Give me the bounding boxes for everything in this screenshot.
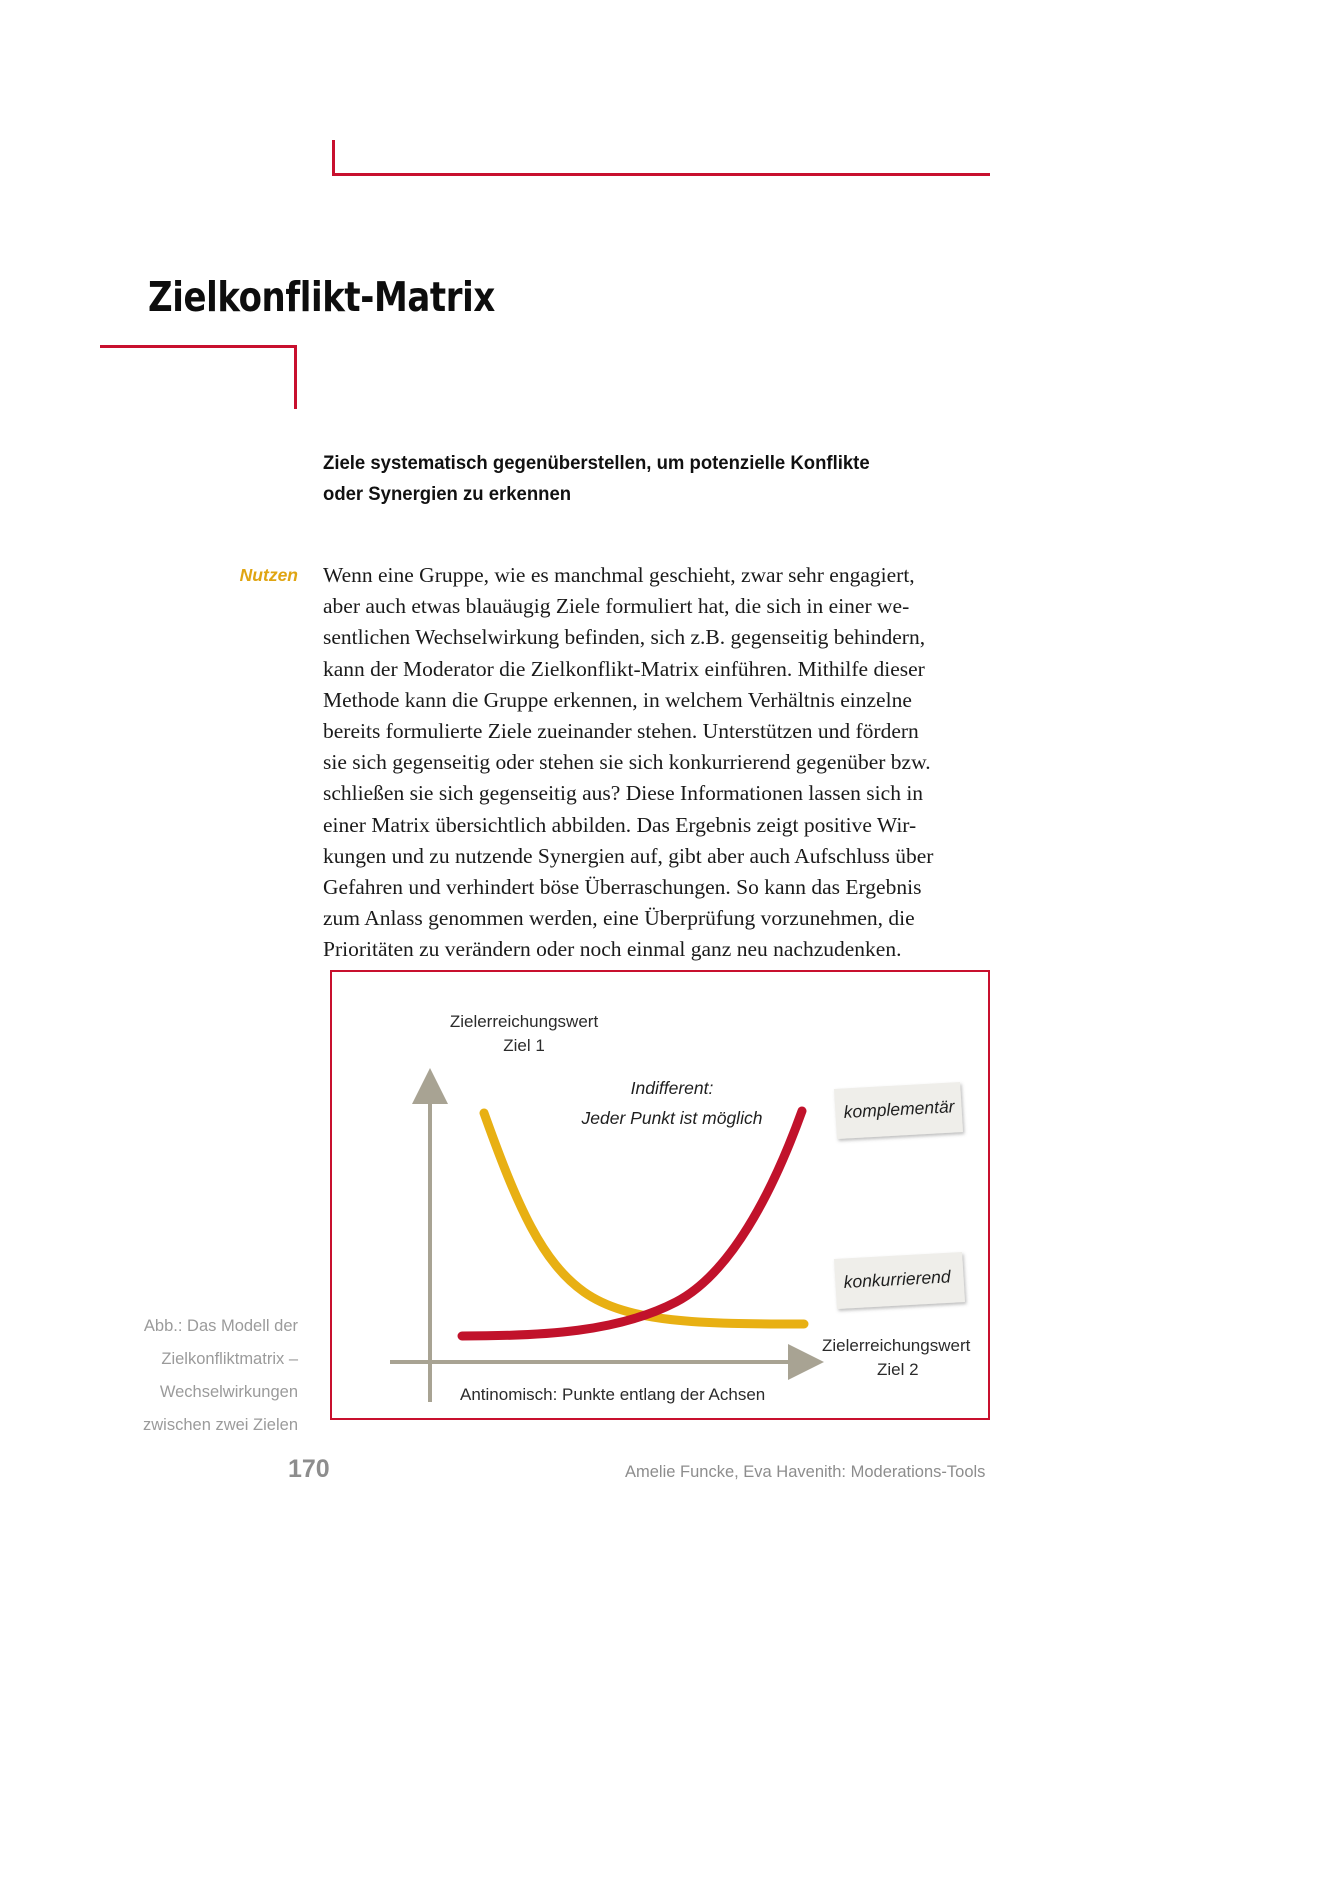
body-line: kungen und zu nutzende Synergien auf, gibt aber auch Aufschluss über <box>323 843 934 868</box>
y-axis-label-line-1: Zielerreichungswert <box>449 1012 599 1031</box>
body-line: zum Anlass genommen werden, eine Überprüfung vorzunehmen, die <box>323 906 915 931</box>
y-axis-label-line-2: Ziel 1 <box>503 1036 545 1055</box>
body-line: Methode kann die Gruppe erkennen, in welchem Verhältnis einzelne <box>323 687 912 712</box>
body-line: kann der Moderator die Zielkonflikt-Matrix einführen. Mithilfe dieser <box>323 656 925 681</box>
axis-note-bottom: Antinomisch: Punkte entlang der Achsen <box>460 1385 766 1404</box>
figure-caption-line: Wechselwirkungen <box>159 1383 298 1401</box>
figure-caption-line: Zielkonfliktmatrix – <box>161 1350 298 1368</box>
body-line: sie sich gegenseitig oder stehen sie sich konkurrierend gegenüber bzw. <box>323 750 931 775</box>
annotation-indifferent-line-1: Indifferent: <box>630 1078 714 1098</box>
x-axis-label-line-1: Zielerreichungswert <box>822 1336 971 1355</box>
note-komplementaer <box>834 1082 963 1139</box>
header-rule-vertical <box>332 140 335 176</box>
figure-caption <box>110 1310 298 1442</box>
margin-label-nutzen: Nutzen <box>239 565 298 585</box>
body-line: sentlichen Wechselwirkung befinden, sich z.B. gegenseitig behindern, <box>323 625 926 650</box>
chart-svg <box>332 972 988 1418</box>
body-line: Gefahren und verhindert böse Überraschungen. So kann das Ergebnis <box>323 875 922 900</box>
figure-caption-line: Abb.: Das Modell der <box>143 1317 298 1335</box>
page-title: Zielkonflikt-Matrix <box>148 273 495 322</box>
note-label-komplementaer: komplementär <box>843 1096 955 1122</box>
note-label-konkurrierend: konkurrierend <box>843 1266 952 1292</box>
page-subtitle <box>323 448 931 510</box>
header-rule-horizontal <box>332 173 990 176</box>
subtitle-line-1: Ziele systematisch gegenüberstellen, um potenzielle Konflikte <box>323 452 870 474</box>
body-line: einer Matrix übersichtlich abbilden. Das Ergebnis zeigt positive Wir- <box>323 812 917 837</box>
subtitle-line-2: oder Synergien zu erkennen <box>323 483 572 505</box>
body-paragraph <box>323 560 991 966</box>
x-axis-label-line-2: Ziel 2 <box>877 1360 919 1379</box>
body-line: bereits formulierte Ziele zueinander stehen. Unterstützen und fördern <box>323 719 919 744</box>
body-line: aber auch etwas blauäugig Ziele formuliert hat, die sich in einer we- <box>323 594 910 619</box>
page-number: 170 <box>288 1455 330 1483</box>
body-line: schließen sie sich gegenseitig aus? Diese Informationen lassen sich in <box>323 781 924 806</box>
note-konkurrierend <box>834 1252 965 1309</box>
subheader-rule-vertical <box>294 345 297 409</box>
figure-caption-line: zwischen zwei Zielen <box>143 1416 298 1434</box>
body-line: Prioritäten zu verändern oder noch einmal ganz neu nachzudenken. <box>323 937 902 962</box>
annotation-indifferent-line-2: Jeder Punkt ist möglich <box>581 1108 763 1128</box>
footer-credit: Amelie Funcke, Eva Havenith: Moderations-Tools <box>625 1463 986 1481</box>
figure-zielkonflikt-matrix <box>330 970 990 1420</box>
body-line: Wenn eine Gruppe, wie es manchmal geschieht, zwar sehr engagiert, <box>323 563 915 587</box>
curve-komplementaer <box>462 1111 802 1336</box>
subheader-rule-horizontal <box>100 345 297 348</box>
